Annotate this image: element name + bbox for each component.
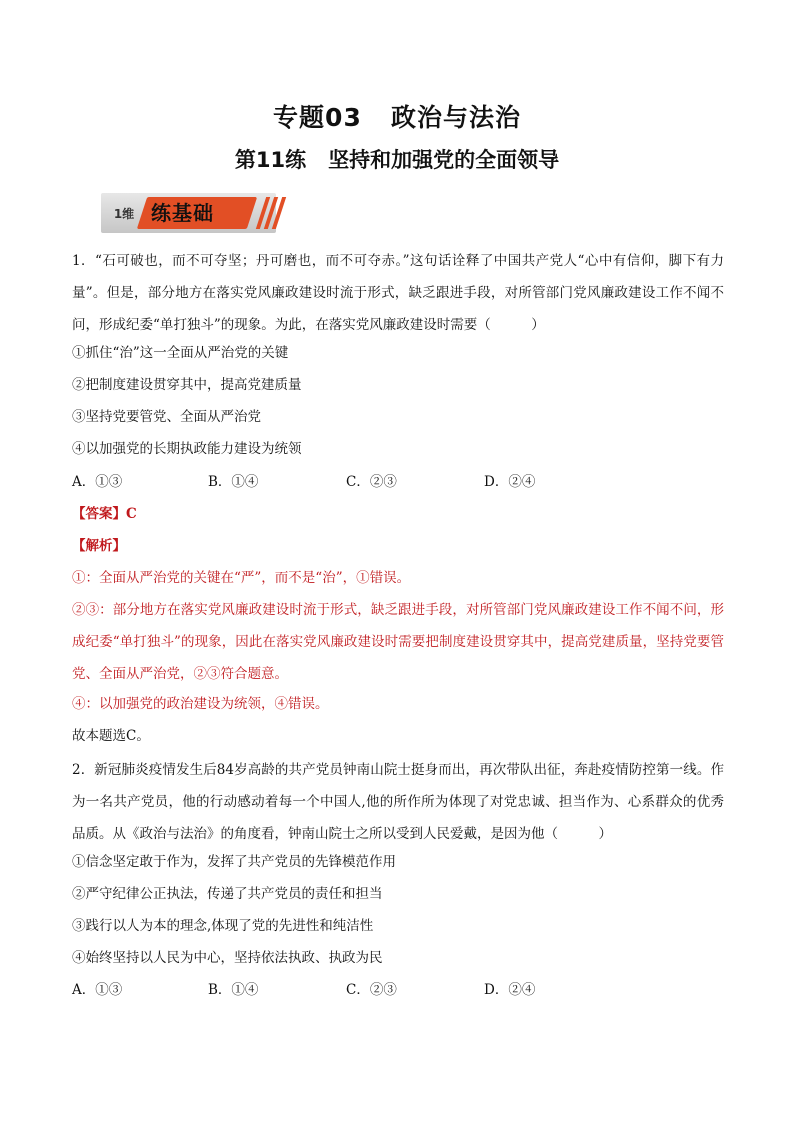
question-1-option-a: A．①③ bbox=[72, 474, 123, 490]
page-title: 专题03 政治与法治 bbox=[273, 103, 521, 132]
question-2-item: ③践行以人为本的理念,体现了党的先进性和纯洁性 bbox=[72, 918, 374, 934]
analysis-line: ①：全面从严治党的关键在“严”，而不是“治”，①错误。 bbox=[72, 570, 411, 586]
question-1-option-b: B．①④ bbox=[208, 474, 259, 490]
question-2-option-b: B．①④ bbox=[208, 982, 259, 998]
question-1-stem: 1．“石可破也，而不可夺坚；丹可磨也，而不可夺赤。”这句话诠释了中国共产党人“心中有信仰，脚下有力量”。但是，部分地方在落实党风廉政建设时流于形式，缺乏跟进手段，对所管部门党风廉政建设工作不闻不问，形成纪委“单打独斗”的现象。为此，在落实党风廉政建设时需要（ ） bbox=[72, 253, 724, 333]
banner-tag: 1维 bbox=[113, 206, 135, 221]
question-1-option-d: D．②④ bbox=[484, 474, 536, 490]
analysis-paragraph: ②③：部分地方在落实党风廉政建设时流于形式，缺乏跟进手段，对所管部门党风廉政建设工作不闻不问，形成纪委“单打独斗”的现象，因此在落实党风廉政建设时需要把制度建设贯穿其中，提高党建质量，坚持党要管党、全面从严治党，②③符合题意。 bbox=[72, 602, 724, 682]
analysis-label: 【解析】 bbox=[72, 538, 126, 554]
page-subtitle: 第11练 坚持和加强党的全面领导 bbox=[234, 148, 560, 172]
question-2-option-d: D．②④ bbox=[484, 982, 536, 998]
question-1-item: ③坚持党要管党、全面从严治党 bbox=[72, 409, 261, 425]
question-1-item: ①抓住“治”这一全面从严治党的关键 bbox=[72, 345, 289, 361]
section-banner bbox=[101, 193, 284, 233]
answer-label: 【答案】C bbox=[72, 506, 137, 522]
question-1-item: ④以加强党的长期执政能力建设为统领 bbox=[72, 441, 302, 457]
question-2-item: ④始终坚持以人民为中心，坚持依法执政、执政为民 bbox=[72, 950, 383, 966]
question-1-option-c: C．②③ bbox=[346, 474, 397, 490]
question-2-item: ②严守纪律公正执法，传递了共产党员的责任和担当 bbox=[72, 886, 383, 902]
question-2-option-a: A．①③ bbox=[72, 982, 123, 998]
banner-label: 练基础 bbox=[151, 201, 214, 225]
conclusion-line: 故本题选C。 bbox=[72, 728, 150, 744]
question-1-item: ②把制度建设贯穿其中，提高党建质量 bbox=[72, 377, 302, 393]
question-2-stem: 2．新冠肺炎疫情发生后84岁高龄的共产党员钟南山院士挺身而出，再次带队出征，奔赴疫情防控第一线。作为一名共产党员，他的行动感动着每一个中国人,他的所作所为体现了对党忠诚、担当作为、心系群众的优秀品质。从《政治与法治》的角度看，钟南山院士之所以受到人民爱戴，是因为他（ ） bbox=[72, 762, 724, 842]
question-2-item: ①信念坚定敢于作为，发挥了共产党员的先锋模范作用 bbox=[72, 854, 396, 870]
question-2-option-c: C．②③ bbox=[346, 982, 397, 998]
analysis-line: ④：以加强党的政治建设为统领，④错误。 bbox=[72, 696, 329, 712]
